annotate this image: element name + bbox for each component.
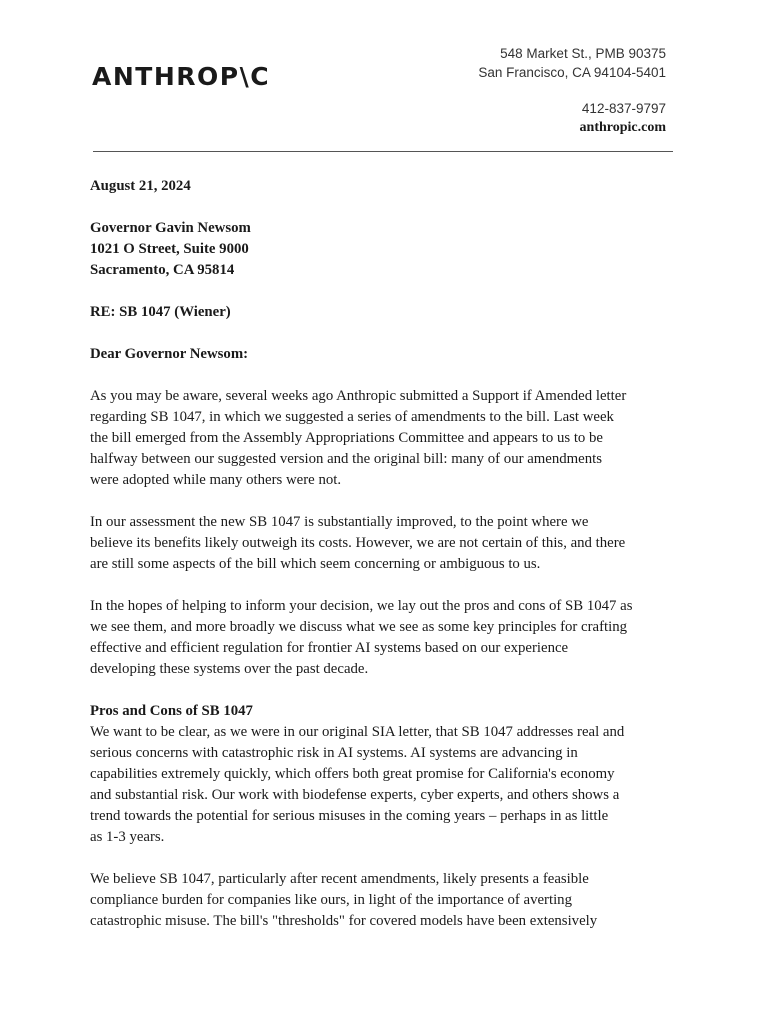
- recipient-city: Sacramento, CA 95814: [90, 262, 235, 278]
- spacer: [90, 323, 678, 344]
- section-heading: Pros and Cons of SB 1047: [90, 703, 253, 719]
- phone-number: 412-837-9797: [581, 101, 666, 116]
- recipient-name: Governor Gavin Newsom: [90, 220, 251, 236]
- paragraph-line: In the hopes of helping to inform your decision, we lay out the pros and cons of SB 1047 as: [90, 598, 633, 614]
- paragraph-line: halfway between our suggested version and the original bill: many of our amendments: [90, 451, 603, 467]
- spacer: [90, 680, 678, 701]
- paragraph-intro: [90, 386, 678, 491]
- spacer: [90, 365, 678, 386]
- paragraph-line: believe its benefits likely outweigh its costs. However, we are not certain of this, and there: [90, 535, 626, 551]
- paragraph-line: We want to be clear, as we were in our original SIA letter, that SB 1047 addresses real and: [90, 724, 625, 740]
- paragraph-line: effective and efficient regulation for frontier AI systems based on our experience: [90, 640, 569, 656]
- spacer: [90, 848, 678, 869]
- subject-line: RE: SB 1047 (Wiener): [90, 304, 231, 320]
- letter-body: [90, 176, 678, 932]
- paragraph-line: developing these systems over the past decade.: [90, 661, 369, 677]
- salutation: Dear Governor Newsom:: [90, 346, 249, 362]
- company-logo: ANTHROP\C: [92, 62, 271, 91]
- website-link[interactable]: anthropic.com: [579, 119, 666, 135]
- paragraph-line: In our assessment the new SB 1047 is substantially improved, to the point where we: [90, 514, 589, 530]
- spacer: [90, 197, 678, 218]
- paragraph-line: compliance burden for companies like ours, in light of the importance of averting: [90, 892, 572, 908]
- paragraph-line: we see them, and more broadly we discuss what we see as some key principles for crafting: [90, 619, 628, 635]
- paragraph-line: serious concerns with catastrophic risk in AI systems. AI systems are advancing in: [90, 745, 578, 761]
- paragraph-line: are still some aspects of the bill which seem concerning or ambiguous to us.: [90, 556, 541, 572]
- spacer: [90, 491, 678, 512]
- paragraph-line: the bill emerged from the Assembly Appropriations Committee and appears to us to be: [90, 430, 603, 446]
- paragraph-purpose: [90, 596, 678, 680]
- header-divider: [93, 151, 673, 152]
- paragraph-compliance: [90, 869, 678, 932]
- paragraph-line: as 1-3 years.: [90, 829, 165, 845]
- recipient-street: 1021 O Street, Suite 9000: [90, 241, 249, 257]
- paragraph-concerns: [90, 722, 678, 848]
- paragraph-line: We believe SB 1047, particularly after recent amendments, likely presents a feasible: [90, 871, 589, 887]
- paragraph-assessment: [90, 512, 678, 575]
- paragraph-line: were adopted while many others were not.: [90, 472, 342, 488]
- letter-date: August 21, 2024: [90, 178, 191, 194]
- paragraph-line: and substantial risk. Our work with biodefense experts, cyber experts, and others shows a: [90, 787, 620, 803]
- address-spacer: [478, 82, 666, 100]
- paragraph-line: regarding SB 1047, in which we suggested a series of amendments to the bill. Last week: [90, 409, 614, 425]
- spacer: [90, 281, 678, 302]
- paragraph-line: As you may be aware, several weeks ago Anthropic submitted a Support if Amended letter: [90, 388, 627, 404]
- spacer: [90, 575, 678, 596]
- paragraph-line: capabilities extremely quickly, which offers both great promise for California's economy: [90, 766, 615, 782]
- paragraph-line: catastrophic misuse. The bill's "thresholds" for covered models have been extensively: [90, 913, 598, 929]
- letterhead-address: [478, 45, 666, 137]
- paragraph-line: trend towards the potential for serious misuses in the coming years – perhaps in as little: [90, 808, 609, 824]
- address-street: 548 Market St., PMB 90375: [500, 46, 666, 61]
- address-city: San Francisco, CA 94104-5401: [478, 64, 666, 80]
